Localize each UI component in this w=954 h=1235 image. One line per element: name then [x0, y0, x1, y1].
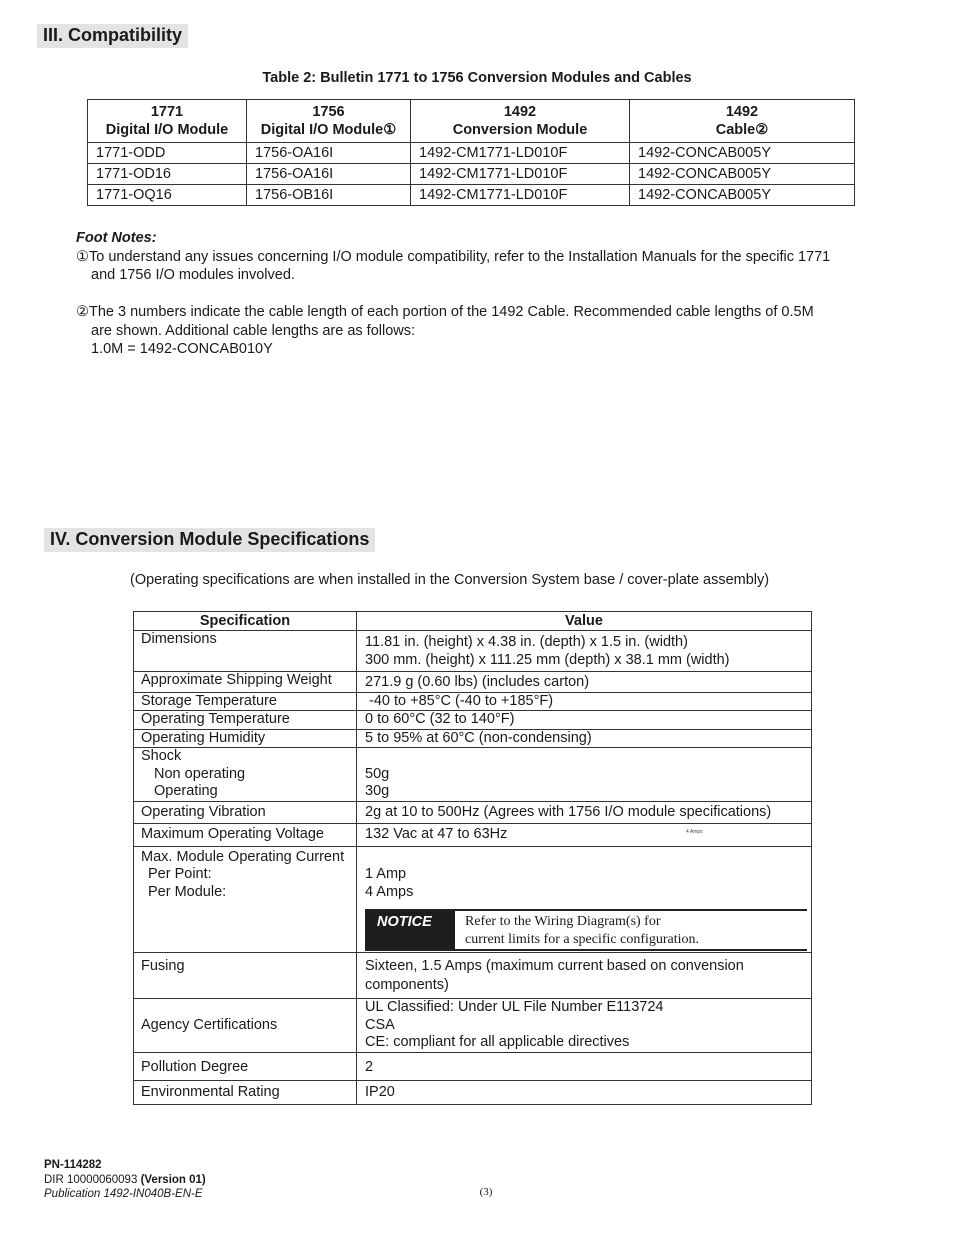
spec-label: Shock Non operating Operating [134, 748, 357, 802]
column-header: 1756 Digital I/O Module① [247, 100, 411, 143]
dir-line: DIR 10000060093 (Version 01) [44, 1173, 206, 1186]
table-row [134, 711, 812, 730]
notice-tag: NOTICE [365, 911, 455, 949]
table-cell: 1492-CM1771-LD010F [411, 185, 630, 206]
footnote-1: ①To understand any issues concerning I/O module compatibility, refer to the Installation Manuals for the specific 1771 [76, 248, 831, 265]
spec-value: UL Classified: Under UL File Number E113724 CSA CE: compliant for all applicable directives [357, 999, 812, 1053]
table-row [88, 143, 855, 164]
spec-label: Agency Certifications [134, 999, 357, 1053]
table-row [134, 801, 812, 824]
column-header: 1492 Conversion Module [411, 100, 630, 143]
notice-box [365, 909, 807, 951]
table-row [88, 185, 855, 206]
footnote-2: ②The 3 numbers indicate the cable length of each portion of the 1492 Cable. Recommended cable lengths of 0.5M [76, 304, 814, 320]
specifications-table [133, 611, 812, 1105]
spec-label: Operating Vibration [134, 801, 357, 824]
column-header: Specification [134, 612, 357, 631]
footnote-1-cont: and 1756 I/O modules involved. [91, 267, 295, 283]
spec-value: 2g at 10 to 500Hz (Agrees with 1756 I/O module specifications) [357, 801, 812, 824]
spec-value: 50g 30g [357, 748, 812, 802]
table-row [134, 846, 812, 953]
column-header: 1771 Digital I/O Module [88, 100, 247, 143]
table-row [134, 672, 812, 693]
spec-value: 271.9 g (0.60 lbs) (includes carton) [357, 672, 812, 693]
spec-value: Sixteen, 1.5 Amps (maximum current based on convension components) [357, 953, 812, 999]
spec-value: -40 to +85°C (-40 to +185°F) [357, 692, 812, 711]
spec-label: Maximum Operating Voltage [134, 824, 357, 847]
table-header-row [88, 100, 855, 143]
table-cell: 1492-CONCAB005Y [630, 185, 855, 206]
operating-note: (Operating specifications are when installed in the Conversion System base / cover-plate assembly) [130, 572, 770, 588]
table-cell: 1492-CONCAB005Y [630, 164, 855, 185]
table-cell: 1771-OQ16 [88, 185, 247, 206]
stray-note: 4 Amps [686, 829, 703, 835]
part-number: PN-114282 [44, 1159, 102, 1171]
table-row [134, 748, 812, 802]
spec-label: Dimensions [134, 631, 357, 672]
spec-value: 1 Amp 4 Amps NOTICE Refer to the Wiring Diagram(s) for current limits for a specific configuration. [357, 846, 812, 953]
column-header: Value [357, 612, 812, 631]
section-heading-compatibility: III. Compatibility [37, 24, 188, 48]
table-cell: 1492-CM1771-LD010F [411, 143, 630, 164]
spec-label: Approximate Shipping Weight [134, 672, 357, 693]
spec-value: 132 Vac at 47 to 63Hz [357, 824, 812, 847]
spec-value: 11.81 in. (height) x 4.38 in. (depth) x 1.5 in. (width) 300 mm. (height) x 111.25 mm (depth) x 38.1 mm (width) [357, 631, 812, 672]
footnotes [76, 229, 830, 359]
publication-number: Publication 1492-IN040B-EN-E [44, 1188, 203, 1200]
section-heading-specifications: IV. Conversion Module Specifications [44, 528, 375, 552]
page-number: (3) [479, 1186, 493, 1198]
table-row [134, 953, 812, 999]
spec-label: Max. Module Operating Current Per Point: Per Module: [134, 846, 357, 953]
footnotes-title: Foot Notes: [76, 230, 157, 246]
table-row [134, 692, 812, 711]
spec-label: Operating Temperature [134, 711, 357, 730]
table-row [134, 729, 812, 748]
table-cell: 1771-OD16 [88, 164, 247, 185]
table-row [134, 824, 812, 847]
spec-label: Storage Temperature [134, 692, 357, 711]
spec-label: Pollution Degree [134, 1052, 357, 1081]
footnote-2-cont: are shown. Additional cable lengths are as follows: [91, 322, 416, 339]
notice-text: Refer to the Wiring Diagram(s) for current limits for a specific configuration. [465, 914, 700, 947]
column-header: 1492 Cable② [630, 100, 855, 143]
footnote-2-cable-length: 1.0M = 1492-CONCAB010Y [91, 341, 273, 357]
table-row [134, 631, 812, 672]
compatibility-table [87, 99, 855, 206]
table-title: Table 2: Bulletin 1771 to 1756 Conversion Modules and Cables [262, 70, 692, 86]
spec-value: 5 to 95% at 60°C (non-condensing) [357, 729, 812, 748]
table-cell: 1492-CM1771-LD010F [411, 164, 630, 185]
table-cell: 1492-CONCAB005Y [630, 143, 855, 164]
spec-value: IP20 [357, 1081, 812, 1105]
table-cell: 1756-OA16I [247, 143, 411, 164]
table-cell: 1771-ODD [88, 143, 247, 164]
spec-label: Operating Humidity [134, 729, 357, 748]
spec-value: 2 [357, 1052, 812, 1081]
spec-label: Fusing [134, 953, 357, 999]
table-cell: 1756-OB16I [247, 185, 411, 206]
table-header-row [134, 612, 812, 631]
spec-value: 0 to 60°C (32 to 140°F) [357, 711, 812, 730]
spec-label: Environmental Rating [134, 1081, 357, 1105]
table-row [134, 1052, 812, 1081]
table-row [134, 999, 812, 1053]
table-cell: 1756-OA16I [247, 164, 411, 185]
table-row [134, 1081, 812, 1105]
table-row [88, 164, 855, 185]
